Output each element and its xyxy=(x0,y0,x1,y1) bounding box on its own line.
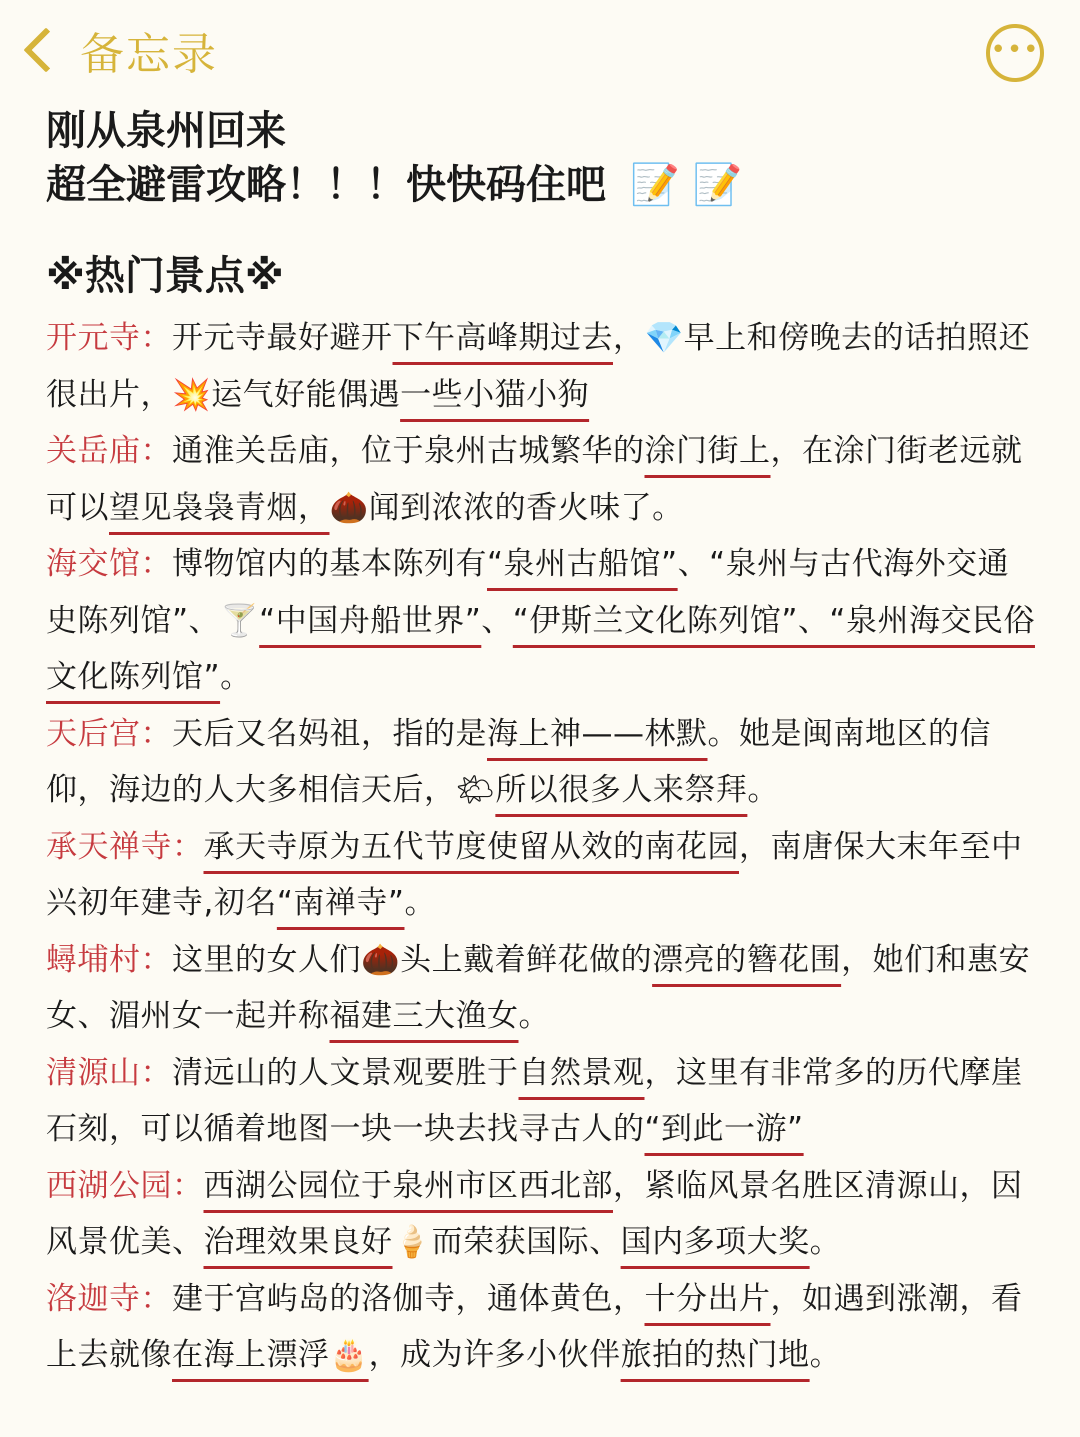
entry-highlight: “泉州古船馆” xyxy=(487,546,678,582)
entry-text: 这里的女人们🌰头上戴着鲜花做的 xyxy=(172,941,653,978)
entry-text: 通淮关岳庙，位于泉州古城繁华的 xyxy=(172,433,645,469)
entry-label: 承天禅寺： xyxy=(46,828,204,865)
entry-highlight: 望见袅袅青烟， xyxy=(109,489,330,526)
entry-text: ，成为许多小伙伴 xyxy=(368,1337,621,1373)
entry-text: 、 xyxy=(481,602,513,639)
entry-west-lake-park xyxy=(46,1158,1038,1271)
entry-highlight: 西湖公园位于泉州市区西北部 xyxy=(203,1167,613,1204)
entry-highlight: 国内多项大奖 xyxy=(620,1224,810,1260)
entry-highlight: “中国舟船世界” xyxy=(259,602,482,639)
note-body xyxy=(46,310,1038,1384)
entry-highlight: 十分出片 xyxy=(644,1280,771,1317)
chevron-left-icon xyxy=(23,27,68,72)
entry-text: 。 xyxy=(809,1337,842,1373)
entry-label: 海交馆： xyxy=(46,546,172,582)
entry-highlight: 旅拍的热门地 xyxy=(620,1337,810,1373)
section-heading: ※热门景点※ xyxy=(46,253,284,299)
entry-label: 西湖公园： xyxy=(46,1167,204,1204)
entry-text: ，她们和惠安女、湄州女一起并称 xyxy=(46,941,1031,1034)
entry-luojia-temple xyxy=(46,1271,1038,1384)
note-title xyxy=(46,104,742,212)
entry-label: 蟳埔村： xyxy=(46,941,172,978)
back-button[interactable] xyxy=(16,18,218,82)
entry-xunpu-village xyxy=(46,932,1038,1045)
entry-label: 洛迦寺： xyxy=(46,1280,172,1317)
entry-highlight: 自然景观 xyxy=(518,1054,645,1091)
entry-chengtian-temple xyxy=(46,819,1038,932)
entry-text: ，在涂门街老远就可以 xyxy=(46,433,1023,526)
entry-highlight: 一些小猫小狗 xyxy=(400,376,590,413)
entry-text: ，南唐保大末年至中兴初年建寺,初名 xyxy=(46,828,1023,921)
entry-guanyue-temple xyxy=(46,423,1038,536)
entry-text: 。 xyxy=(404,885,436,921)
entry-text: 🌰闻到浓浓的香火味了。 xyxy=(329,489,684,526)
entry-highlight: 承天寺原为五代节度使留从效的南花园 xyxy=(203,828,739,865)
entry-highlight: 海上神——林默 xyxy=(487,715,708,752)
entry-text: 天后又名妈祖，指的是 xyxy=(172,715,487,752)
entry-label: 天后宫： xyxy=(46,715,172,752)
entry-text: ，紧临风景名胜区清源山，因风景优美、 xyxy=(46,1167,1023,1260)
entry-text: ，这里有非常多的历代摩崖石刻，可以循着地图一块一块去找寻古人的 xyxy=(46,1054,1023,1147)
entry-highlight: 福建三大渔女 xyxy=(329,998,519,1034)
entry-text: 。 xyxy=(518,998,550,1034)
ellipsis-icon: ••• xyxy=(990,35,1040,65)
entry-text: 。她是闽南地区的信仰，海边的人大多相信天后，🌤 xyxy=(46,715,991,808)
title-line-1: 刚从泉州回来 xyxy=(46,108,286,154)
entry-label: 清源山： xyxy=(46,1054,172,1091)
back-label: 备忘录 xyxy=(80,29,218,80)
entry-highlight: 下午高峰期过去 xyxy=(392,320,613,356)
entry-text: 建于宫屿岛的洛伽寺，通体黄色， xyxy=(172,1280,645,1317)
entry-text: 开元寺最好避开 xyxy=(172,320,393,356)
entry-highlight: 在海上漂浮🎂 xyxy=(172,1337,369,1373)
entry-tianhou-temple xyxy=(46,706,1038,819)
entry-highlight: “南禅寺” xyxy=(276,885,405,921)
more-options-button[interactable] xyxy=(986,24,1044,82)
entry-label: 开元寺： xyxy=(46,320,172,356)
entry-label: 关岳庙： xyxy=(46,433,172,469)
entry-text: 。 xyxy=(809,1224,842,1260)
nav-bar xyxy=(0,0,1080,100)
entry-highlight: “伊斯兰文化陈列馆”、“泉州海交民俗文化陈列馆” xyxy=(46,602,1035,695)
entry-text: 、“泉州与古代海外交通史陈列馆”、🍸 xyxy=(46,546,1010,639)
entry-text: ，如遇到涨潮，看上去就像 xyxy=(46,1280,1023,1373)
entry-text: ，💎早上和傍晚去的话拍照还很出片，💥运气好能偶遇 xyxy=(46,320,1031,413)
entry-highlight: 涂门街上 xyxy=(644,433,771,469)
entry-text: 清远山的人文景观要胜于 xyxy=(172,1054,519,1091)
entry-text: 🍦而荣获国际、 xyxy=(392,1224,621,1260)
entry-text: 博物馆内的基本陈列有 xyxy=(172,546,487,582)
entry-text: 。 xyxy=(220,659,252,695)
memo-icon: 📝 📝 xyxy=(630,162,743,208)
entry-highlight: 治理效果良好 xyxy=(203,1224,393,1260)
entry-kaiyuan-temple xyxy=(46,310,1038,423)
entry-maritime-museum xyxy=(46,536,1038,706)
entry-highlight: 漂亮的簪花围 xyxy=(652,941,842,978)
entry-highlight: 所以很多人来祭拜 xyxy=(495,772,748,808)
entry-highlight: “到此一游” xyxy=(644,1111,804,1147)
entry-qingyuan-mountain xyxy=(46,1045,1038,1158)
entry-text: 。 xyxy=(747,772,779,808)
title-line-2: 超全避雷攻略！！！快快码住吧 xyxy=(46,162,606,208)
